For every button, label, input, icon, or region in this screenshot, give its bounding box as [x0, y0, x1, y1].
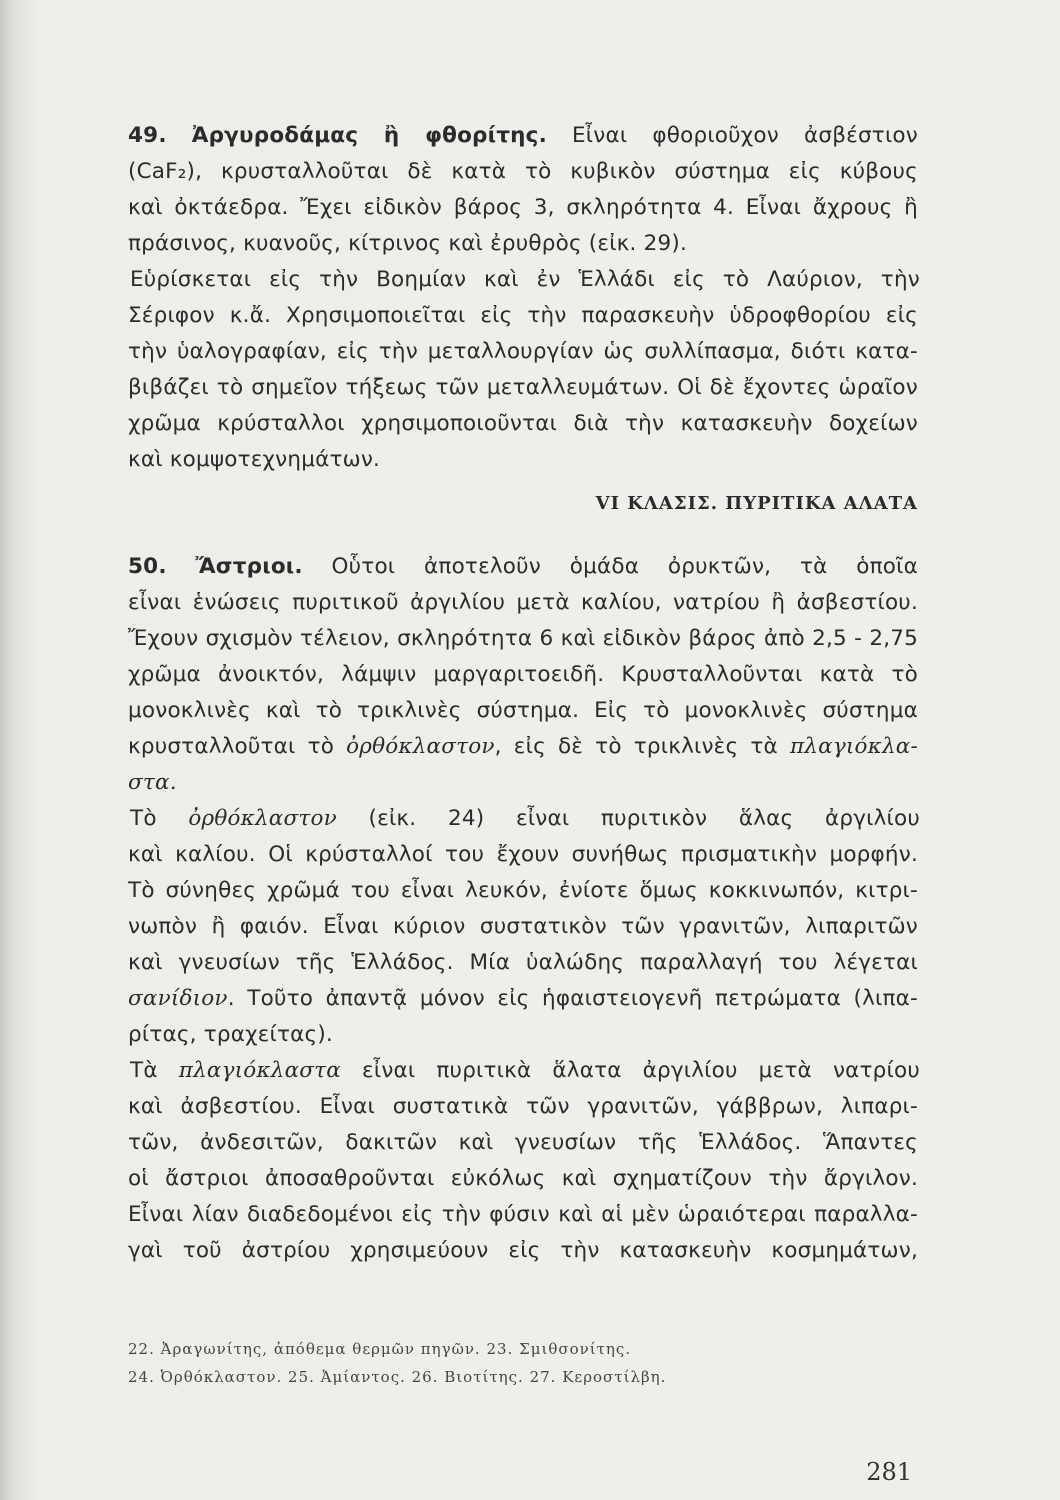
plag-line-3: τῶν, ἀνδεσιτῶν, δακιτῶν καὶ γνευσίων τῆς Ἑλλάδος. Ἅπαντες: [128, 1130, 918, 1155]
page-number: 281: [866, 1458, 912, 1486]
orth-line-1: [128, 801, 920, 837]
entry-50-term: Ἄστριοι.: [195, 554, 303, 579]
entry-49-line-7: τὴν ὑαλογραφίαν, εἰς τὴν μεταλλουργίαν ὡς συλλίπασμα, διότι κατα-: [128, 339, 918, 364]
entry-49-line-9: χρῶμα κρύσταλλοι χρησιμοποιοῦνται διὰ τὴν κατασκευὴν δοχείων: [128, 411, 918, 436]
plag-text-b: εἶναι πυριτικὰ ἅλατα ἀργιλίου μετὰ νατρίου: [340, 1058, 920, 1083]
entry-50-text-6a: κρυσταλλοῦται τὸ: [128, 734, 347, 759]
entry-49-number: 49.: [128, 123, 167, 148]
entry-50-italic-plagioklasta: πλαγιόκλα-: [789, 734, 918, 759]
entry-50-line-3: Ἔχουν σχισμὸν τέλειον, σκληρότητα 6 καὶ εἰδικὸν βάρος ἀπὸ 2,5 - 2,75: [128, 626, 918, 651]
orth-text-b: (εἰκ. 24) εἶναι πυριτικὸν ἅλας ἀργιλίου: [336, 806, 920, 831]
entry-50-line-1: [128, 549, 918, 585]
orth-text-a: Τὸ: [130, 806, 189, 831]
entry-50-number: 50.: [128, 554, 167, 579]
plag-line-4: οἱ ἄστριοι ἀποσαθροῦνται εὐκόλως καὶ σχηματίζουν τὴν ἄργιλον.: [128, 1166, 918, 1191]
orth-line-6: [128, 981, 918, 1017]
plag-line-5: Εἶναι λίαν διαδεδομένοι εἰς τὴν φύσιν καὶ αἱ μὲν ὡραιότεραι παραλλα-: [128, 1202, 918, 1227]
entry-49-line-1: [128, 118, 918, 154]
entry-50-text-6b: , εἰς δὲ τὸ τρικλινὲς τὰ: [494, 734, 790, 759]
entry-49-term: Ἀργυροδάμας ἢ φθορίτης.: [191, 123, 547, 148]
orth-italic-sanidion: σανίδιον: [128, 986, 228, 1011]
footnote-line-1: 22. Ἀραγωνίτης, ἀπόθεμα θερμῶν πηγῶν. 23. Σμιθσονίτης.: [128, 1340, 632, 1358]
entry-50-line-5: μονοκλινὲς καὶ τὸ τρικλινὲς σύστημα. Εἰς τὸ μονοκλινὲς σύστημα: [128, 698, 918, 723]
orth-line-4: νωπὸν ἢ φαιόν. Εἶναι κύριον συστατικὸν τῶν γρανιτῶν, λιπαριτῶν: [128, 914, 918, 939]
section-heading-row: [128, 493, 918, 523]
entry-50-line-7: [128, 765, 918, 801]
orth-line-7: ρίτας, τραχείτας).: [128, 1022, 333, 1047]
entry-49-line-10: καὶ κομψοτεχνημάτων.: [128, 447, 381, 472]
entry-49-line-4: πράσινος, κυανοῦς, κίτρινος καὶ ἐρυθρὸς (εἰκ. 29).: [128, 231, 687, 256]
section-heading: VI ΚΛΑΣΙΣ. ΠΥΡΙΤΙΚΑ ΑΛΑΤΑ: [595, 493, 918, 514]
entry-49-line-5: [128, 262, 920, 298]
entry-49-line-2: (CaF₂), κρυσταλλοῦται δὲ κατὰ τὸ κυβικὸν σύστημα εἰς κύβους: [128, 159, 918, 184]
plag-line-1: [128, 1053, 920, 1089]
entry-50-text-1: Οὗτοι ἀποτελοῦν ὁμάδα ὀρυκτῶν, τὰ ὁποῖα: [302, 554, 918, 579]
orth-italic: ὀρθόκλαστον: [188, 806, 337, 831]
plag-italic: πλαγιόκλαστα: [178, 1058, 341, 1083]
entry-50-line-6: [128, 729, 918, 765]
entry-49-line-3: καὶ ὀκτάεδρα. Ἔχει εἰδικὸν βάρος 3, σκληρότητα 4. Εἶναι ἄχρους ἢ: [128, 195, 918, 220]
orth-line-2: καὶ καλίου. Οἱ κρύσταλλοί του ἔχουν συνήθως πρισματικὴν μορφήν.: [128, 842, 918, 867]
orth-text-6b: . Τοῦτο ἀπαντᾷ μόνον εἰς ἡφαιστειογενῆ πετρώματα (λιπα-: [227, 986, 918, 1011]
footnote-line-2: 24. Ὀρθόκλαστον. 25. Ἀμίαντος. 26. Βιοτίτης. 27. Κεροστίλβη.: [128, 1368, 667, 1386]
entry-49-text-5: Εὑρίσκεται εἰς τὴν Βοημίαν καὶ ἐν Ἑλλάδι εἰς τὸ Λαύριον, τὴν: [130, 267, 920, 292]
orth-line-5: καὶ γνευσίων τῆς Ἑλλάδος. Μία ὑαλώδης παραλλαγή του λέγεται: [128, 950, 918, 975]
plag-line-6: γαὶ τοῦ ἀστρίου χρησιμεύουν εἰς τὴν κατασκευὴν κοσμημάτων,: [128, 1238, 918, 1263]
entry-50-line-4: χρῶμα ἀνοικτόν, λάμψιν μαργαριτοειδῆ. Κρυσταλλοῦνται κατὰ τὸ: [128, 662, 918, 687]
entry-50-italic-sta: στα.: [128, 770, 177, 795]
entry-49-text-1: Εἶναι φθοριοῦχον ἀσβέστιον: [546, 123, 918, 148]
entry-50-line-2: εἶναι ἑνώσεις πυριτικοῦ ἀργιλίου μετὰ καλίου, νατρίου ἢ ἀσβεστίου.: [128, 590, 918, 615]
plag-text-a: Τὰ: [130, 1058, 179, 1083]
plag-line-2: καὶ ἀσβεστίου. Εἶναι συστατικὰ τῶν γρανιτῶν, γάββρων, λιπαρι-: [128, 1094, 918, 1119]
orth-line-3: Τὸ σύνηθες χρῶμά του εἶναι λευκόν, ἐνίοτε ὅμως κοκκινωπόν, κιτρι-: [128, 878, 918, 903]
entry-49-line-8: βιβάζει τὸ σημεῖον τήξεως τῶν μεταλλευμάτων. Οἱ δὲ ἔχοντες ὡραῖον: [128, 375, 918, 400]
entry-50-italic-orthoklaston: ὀρθόκλαστον: [346, 734, 495, 759]
entry-49-line-6: Σέριφον κ.ἄ. Χρησιμοποιεῖται εἰς τὴν παρασκευὴν ὑδροφθορίου εἰς: [128, 303, 918, 328]
